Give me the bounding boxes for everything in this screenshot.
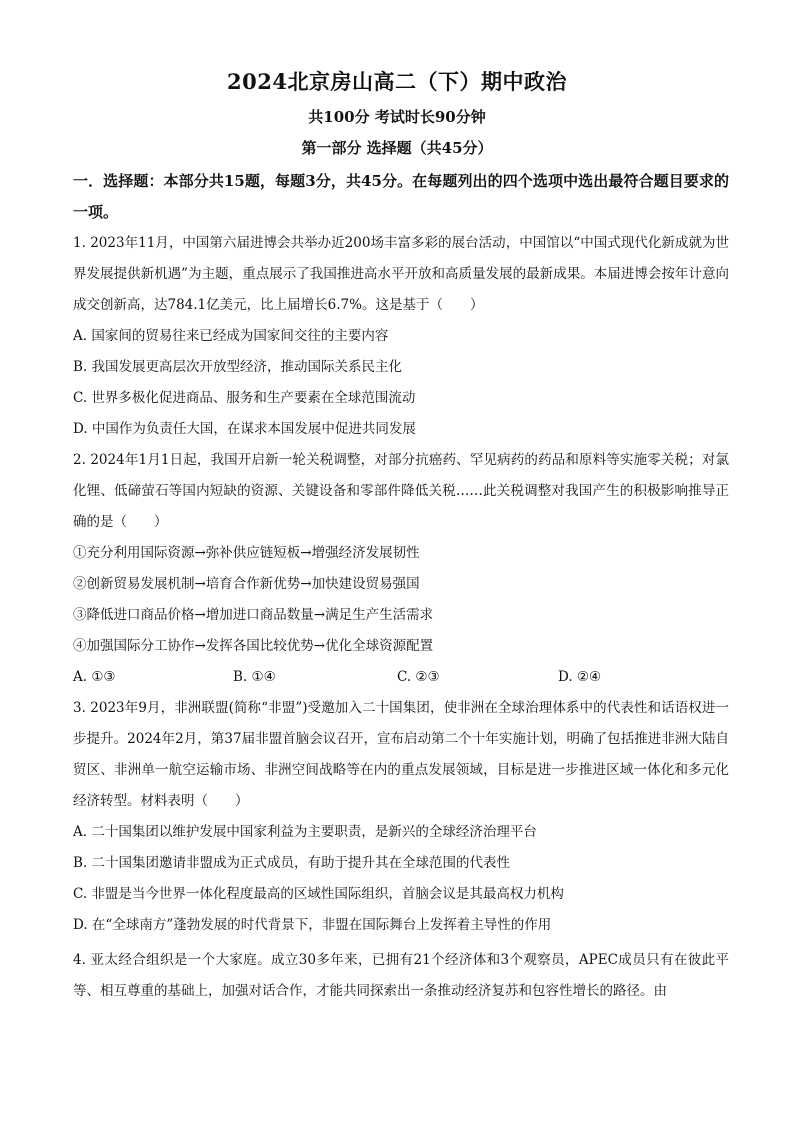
question-2-statement-2: ②创新贸易发展机制→培育合作新优势→加快建设贸易强国 [73, 576, 420, 592]
question-3-option-a: A. 二十国集团以维护发展中国家利益为主要职责，是新兴的全球经济治理平台 [73, 824, 537, 840]
question-2-option-d: D. ②④ [558, 669, 602, 685]
question-2-option-a: A. ①③ [73, 669, 116, 685]
question-3-option-c: C. 非盟是当今世界一体化程度最高的区域性国际组织，首脑会议是其最高权力机构 [73, 886, 564, 902]
question-1-option-c: C. 世界多极化促进商品、服务和生产要素在全球范围流动 [73, 390, 416, 406]
section-heading: 第一部分 选择题（共45分） [301, 139, 493, 157]
question-2-stem: 2. 2024年1月1日起，我国开启新一轮关税调整，对部分抗癌药、罕见病药的药品和原料等实施零关税；对氯化锂、低碲萤石等国内短缺的资源、关键设备和零部件降低关税……此关税调整对我国产生的积极影响推导正确的是（ ） [73, 452, 729, 530]
question-1-stem: 1. 2023年11月，中国第六届进博会共举办近200场丰富多彩的展台活动，中国馆以“中国式现代化新成就为世界发展提供新机遇”为主题，重点展示了我国推进高水平开放和高质量发展的最新成果。本届进博会按年计意向成交创新高，达784.1亿美元，比上届增长6.7%。这是基于（ ） [73, 235, 729, 313]
question-2-statement-4: ④加强国际分工协作→发挥各国比较优势→优化全球资源配置 [73, 638, 434, 654]
instructions: 一．选择题：本部分共15题，每题3分，共45分。在每题列出的四个选项中选出最符合题目要求的一项。 [73, 172, 729, 221]
question-2-statement-3: ③降低进口商品价格→增加进口商品数量→满足生产生活需求 [73, 607, 434, 623]
exam-info: 共100分 考试时长90分钟 [308, 108, 486, 126]
question-2-option-c: C. ②③ [397, 669, 440, 685]
question-2-statement-1: ①充分利用国际资源→弥补供应链短板→增强经济发展韧性 [73, 545, 420, 561]
page-title: 2024北京房山高二（下）期中政治 [227, 69, 567, 94]
question-1-option-d: D. 中国作为负责任大国，在谋求本国发展中促进共同发展 [73, 421, 416, 437]
question-3-option-b: B. 二十国集团邀请非盟成为正式成员，有助于提升其在全球范围的代表性 [73, 855, 511, 871]
question-3-stem: 3. 2023年9月，非洲联盟(简称“非盟”)受邀加入二十国集团，使非洲在全球治理体系中的代表性和话语权进一步提升。2024年2月，第37届非盟首脑会议召开，宣布启动第二个十年实施计划，明确了包括推进非洲大陆自贸区、非洲单一航空运输市场、非洲空间战略等在内的重点发展领域，目标是进一步推进区域一体化和多元化经济转型。材料表明（ ） [73, 700, 729, 809]
question-4-stem: 4. 亚太经合组织是一个大家庭。成立30多年来，已拥有21个经济体和3个观察员，APEC成员只有在彼此平等、相互尊重的基础上，加强对话合作，才能共同探索出一条推动经济复苏和包容性增长的路径。由 [73, 952, 729, 999]
question-1-option-a: A. 国家间的贸易往来已经成为国家间交往的主要内容 [73, 328, 389, 344]
question-3-option-d: D. 在“全球南方”蓬勃发展的时代背景下，非盟在国际舞台上发挥着主导性的作用 [73, 917, 552, 933]
question-2-option-b: B. ①④ [233, 669, 276, 685]
question-1-option-b: B. 我国发展更高层次开放型经济，推动国际关系民主化 [73, 359, 403, 375]
